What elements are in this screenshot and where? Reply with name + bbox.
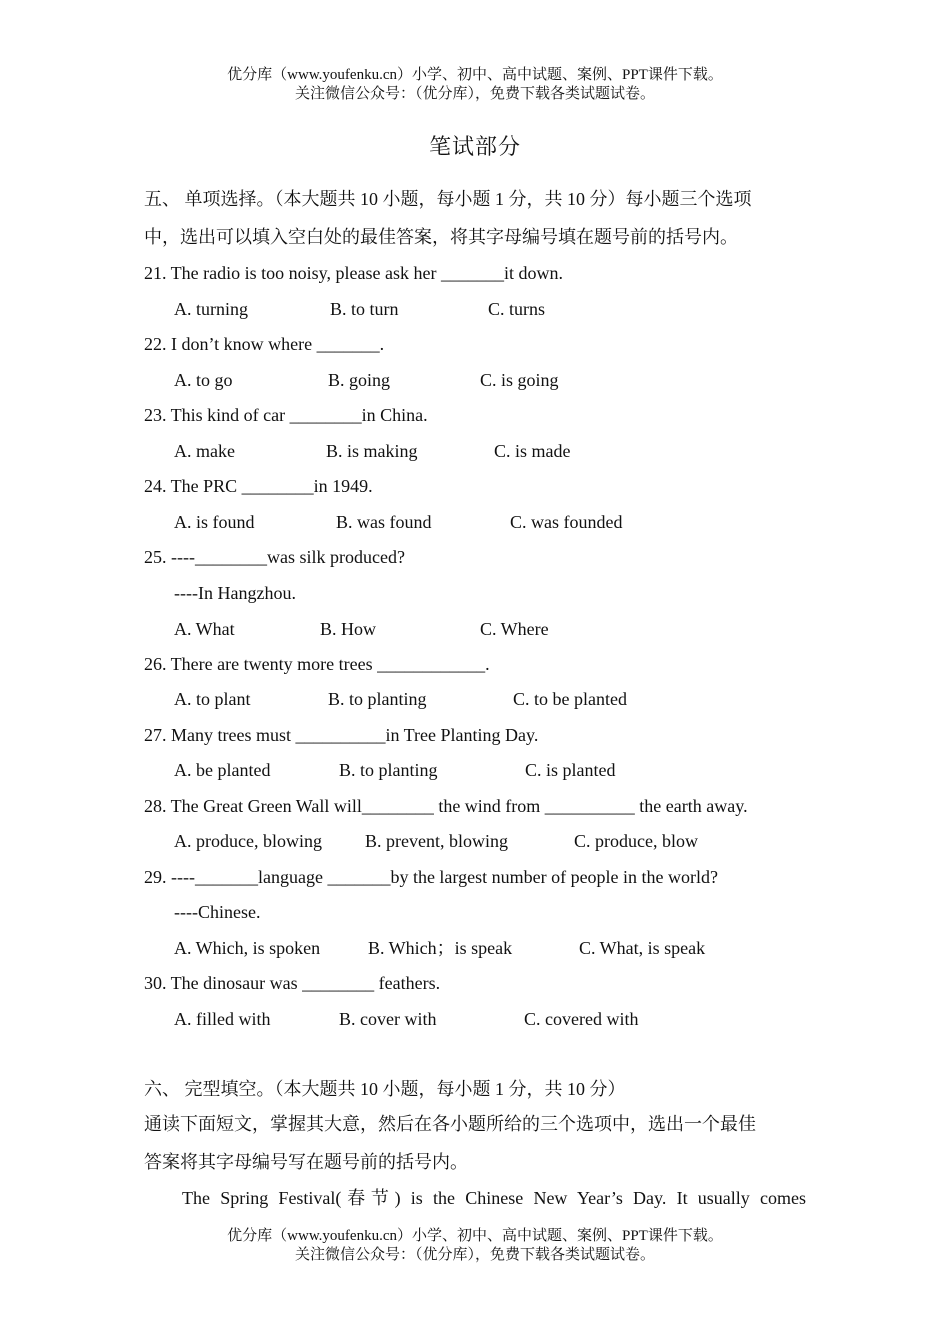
question-26-option-b: B. to planting [328,689,427,709]
passage-line-1: The Spring Festival(春节) is the Chinese New Year’s Day. It usually comes [182,1188,806,1208]
question-30-option-c: C. covered with [524,1009,639,1029]
question-29-option-a: A. Which, is spoken [174,938,321,958]
question-30-option-b: B. cover with [339,1009,437,1029]
section6-instruction-line2: 通读下面短文，掌握其大意，然后在各小题所给的三个选项中，选出一个最佳 [144,1114,756,1134]
question-23-stem: 23. This kind of car ________in China. [144,405,428,425]
question-24-option-c: C. was founded [510,512,623,532]
question-26-option-c: C. to be planted [513,689,627,709]
section6-instruction-line3: 答案将其字母编号写在题号前的括号内。 [144,1152,468,1172]
question-24-stem: 24. The PRC ________in 1949. [144,476,373,496]
question-27-option-a: A. be planted [174,760,271,780]
footer-line-1: 优分库（www.youfenku.cn）小学、初中、高中试题、案例、PPT课件下载。 [227,1228,723,1244]
question-25-option-a: A. What [174,619,235,639]
header-line-1: 优分库（www.youfenku.cn）小学、初中、高中试题、案例、PPT课件下载。 [227,67,723,83]
question-23-option-a: A. make [174,441,235,461]
question-23-option-b: B. is making [326,441,418,461]
question-26-option-a: A. to plant [174,689,251,709]
question-21-option-b: B. to turn [330,299,399,319]
question-22-option-a: A. to go [174,370,233,390]
question-23-option-c: C. is made [494,441,571,461]
question-26-stem: 26. There are twenty more trees ____________. [144,654,490,674]
question-24-option-b: B. was found [336,512,432,532]
question-27-option-b: B. to planting [339,760,438,780]
question-30-option-a: A. filled with [174,1009,271,1029]
question-22-option-c: C. is going [480,370,559,390]
question-28-option-b: B. prevent, blowing [365,831,508,851]
page-header [0,66,950,104]
header-line-2: 关注微信公众号：（优分库），免费下载各类试题试卷。 [294,86,655,102]
question-21-option-a: A. turning [174,299,248,319]
question-24-option-a: A. is found [174,512,255,532]
question-22-stem: 22. I don’t know where _______. [144,334,385,354]
question-27-option-c: C. is planted [525,760,616,780]
question-21-stem: 21. The radio is too noisy, please ask her _______it down. [144,263,563,283]
page-footer [0,1227,950,1265]
question-29-option-b: B. Which；is speak [368,938,513,958]
question-28-stem: 28. The Great Green Wall will________ the wind from __________ the earth away. [144,796,748,816]
question-21-option-c: C. turns [488,299,546,319]
question-25-answer-line: ----In Hangzhou. [174,583,296,603]
question-29-stem: 29. ----_______language _______by the largest number of people in the world? [144,867,719,887]
section6-instruction-line1: 六、 完型填空。（本大题共 10 小题，每小题 1 分，共 10 分） [144,1079,626,1099]
question-22-option-b: B. going [328,370,391,390]
question-28-option-c: C. produce, blow [574,831,698,851]
question-25-option-c: C. Where [480,619,549,639]
footer-line-2: 关注微信公众号：（优分库），免费下载各类试题试卷。 [294,1247,655,1263]
question-27-stem: 27. Many trees must __________in Tree Planting Day. [144,725,539,745]
question-29-option-c: C. What, is speak [579,938,706,958]
question-28-option-a: A. produce, blowing [174,831,322,851]
question-30-stem: 30. The dinosaur was ________ feathers. [144,973,441,993]
question-29-answer-line: ----Chinese. [174,902,261,922]
page-title: 笔试部分 [428,134,521,159]
section5-instruction-line2: 中，选出可以填入空白处的最佳答案，将其字母编号填在题号前的括号内。 [144,227,738,247]
question-25-option-b: B. How [320,619,377,639]
section5-instruction-line1: 五、 单项选择。（本大题共 10 小题，每小题 1 分，共 10 分）每小题三个选项 [144,189,752,209]
question-25-stem: 25. ----________was silk produced? [144,547,405,567]
